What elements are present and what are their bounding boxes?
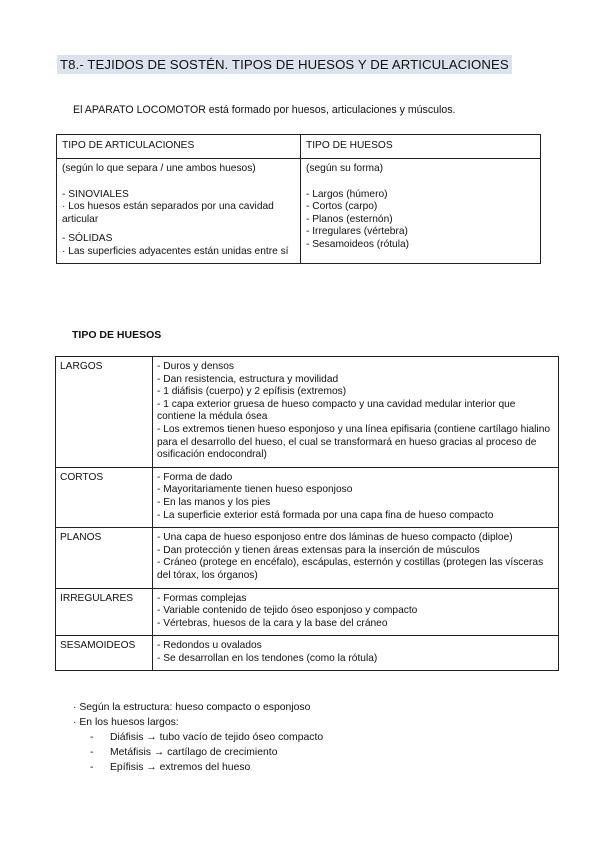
desc-line: - La superficie exterior está formada por una capa fina de hueso compacto xyxy=(157,509,494,521)
table-body-row xyxy=(57,159,541,264)
tipo-huesos-table xyxy=(55,356,559,671)
desc-line: - Dan protección y tienen áreas extensas para la inserción de músculos xyxy=(157,544,480,556)
desc-line: - Se desarrollan en los tendones (como la rótula) xyxy=(157,652,378,664)
desc-line: - Forma de dado xyxy=(157,471,233,483)
desc-line: - Variable contenido de tejido óseo esponjoso y compacto xyxy=(157,605,418,617)
desc-line: - Vértebras, huesos de la cara y la base del cráneo xyxy=(157,617,388,629)
table-row xyxy=(56,588,559,636)
articulaciones-huesos-table xyxy=(56,134,541,264)
sub-item xyxy=(73,760,323,775)
group-desc: · Las superficies adyacentes están unidas entre sí xyxy=(62,245,289,257)
bone-desc xyxy=(153,467,559,527)
bone-desc xyxy=(153,528,559,588)
bone-type: IRREGULARES xyxy=(56,588,153,636)
list-item: - Largos (húmero) xyxy=(306,188,388,200)
sub-item-text: Metáfisis → cartílago de crecimiento xyxy=(110,747,278,758)
desc-line: - Redondos u ovalados xyxy=(157,640,262,652)
desc-line: - Duros y densos xyxy=(157,361,235,372)
dash-bullet: - xyxy=(90,747,94,758)
note-line: · En los huesos largos: xyxy=(73,717,179,728)
header-huesos: TIPO DE HUESOS xyxy=(301,135,541,159)
section-title: TIPO DE HUESOS xyxy=(72,329,162,341)
bone-desc xyxy=(153,636,559,671)
table-row xyxy=(56,467,559,527)
table-row xyxy=(56,636,559,671)
page-title: T8.- TEJIDOS DE SOSTÉN. TIPOS DE HUESOS Y DE ARTICULACIONES xyxy=(57,55,512,74)
table-row xyxy=(56,357,559,468)
sub-item-text: Epífisis → extremos del hueso xyxy=(110,762,251,773)
list-item: - Irregulares (vértebra) xyxy=(306,226,408,238)
articulaciones-subtitle: (según lo que separa / une ambos huesos) xyxy=(62,163,256,174)
desc-line: - En las manos y los pies xyxy=(157,496,271,508)
group-desc: · Los huesos están separados por una cavidad articular xyxy=(62,201,274,225)
desc-line: - Los extremos tienen hueso esponjoso y una línea epifisaria (contiene cartílago hialino para el desarrollo del hueso, el cual se transformará en hueso gracias al proceso de osificación endocondral) xyxy=(157,423,551,461)
title-block xyxy=(57,55,512,74)
bone-type: LARGOS xyxy=(56,357,153,468)
desc-line: - Cráneo (protege en encéfalo), escápulas, esternón y costillas (protegen las vísceras del tórax, los órganos) xyxy=(157,557,544,581)
huesos-subtitle: (según su forma) xyxy=(306,163,384,174)
bone-type: CORTOS xyxy=(56,467,153,527)
table-header-row xyxy=(57,135,541,159)
desc-line: - Mayoritariamente tienen hueso esponjoso xyxy=(157,484,353,496)
note-line: · Según la estructura: hueso compacto o esponjoso xyxy=(73,702,311,713)
desc-line: - 1 diáfisis (cuerpo) y 2 epífisis (extremos) xyxy=(157,386,347,398)
group-name: - SINOVIALES xyxy=(62,188,129,200)
desc-line: - Dan resistencia, estructura y movilidad xyxy=(157,373,339,385)
dash-bullet: - xyxy=(90,762,94,773)
sub-item xyxy=(73,730,323,745)
desc-line: - Formas complejas xyxy=(157,592,247,604)
bone-desc xyxy=(153,357,559,468)
bone-type: SESAMOIDEOS xyxy=(56,636,153,671)
intro-text: El APARATO LOCOMOTOR está formado por huesos, articulaciones y músculos. xyxy=(73,104,456,116)
list-item: - Sesamoideos (rótula) xyxy=(306,238,410,250)
header-articulaciones: TIPO DE ARTICULACIONES xyxy=(57,135,301,159)
list-item: - Cortos (carpo) xyxy=(306,201,378,213)
desc-line: - Una capa de hueso esponjoso entre dos láminas de hueso compacto (diploe) xyxy=(157,532,513,544)
sub-item xyxy=(73,745,323,760)
bone-desc xyxy=(153,588,559,636)
huesos-cell xyxy=(301,159,541,264)
dash-bullet: - xyxy=(90,732,94,743)
desc-line: - 1 capa exterior gruesa de hueso compacto y una cavidad medular interior que contiene la médula ósea xyxy=(157,398,516,423)
articulaciones-cell xyxy=(57,159,301,264)
list-item: - Planos (esternón) xyxy=(306,213,393,225)
notes xyxy=(73,700,323,775)
table-row xyxy=(56,528,559,588)
bone-type: PLANOS xyxy=(56,528,153,588)
group-name: - SÓLIDAS xyxy=(62,233,113,245)
sub-item-text: Diáfisis → tubo vacío de tejido óseo compacto xyxy=(110,732,324,743)
